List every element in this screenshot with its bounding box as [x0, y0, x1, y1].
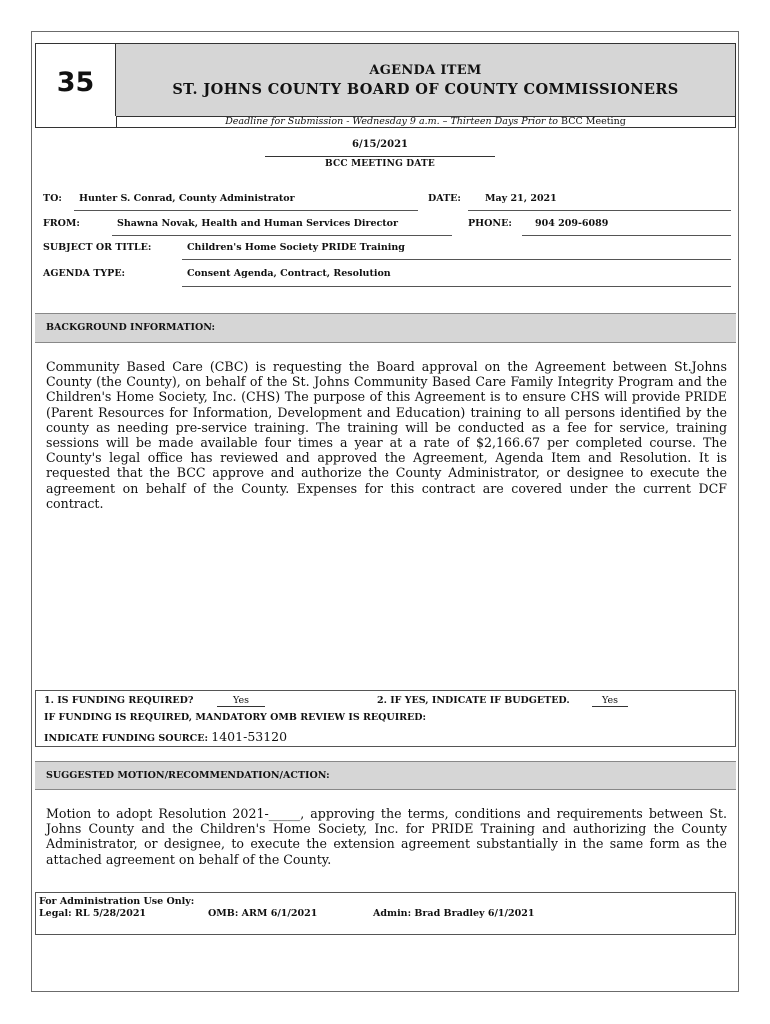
date-underline — [468, 210, 731, 211]
admin-signoff: Admin: Brad Bradley 6/1/2021 — [373, 908, 535, 919]
admin-box — [35, 892, 736, 935]
funding-box — [35, 690, 736, 747]
agenda-type-label: AGENDA TYPE: — [43, 268, 126, 279]
item-number-spacer — [36, 116, 117, 128]
funding-omb-note: IF FUNDING IS REQUIRED, MANDATORY OMB REVIEW IS REQUIRED: — [44, 712, 427, 723]
funding-q2-value: Yes — [592, 695, 628, 707]
item-number: 35 — [36, 44, 116, 116]
funding-source-label: INDICATE FUNDING SOURCE: — [44, 733, 208, 744]
funding-q2-answer — [592, 695, 628, 707]
header-title-line1: AGENDA ITEM — [369, 63, 482, 78]
to-underline — [74, 210, 418, 211]
funding-source-value: 1401-53120 — [211, 729, 288, 744]
meeting-date-rule — [265, 156, 495, 157]
meeting-date-label: BCC MEETING DATE — [325, 159, 435, 169]
agenda-type-value: Consent Agenda, Contract, Resolution — [187, 268, 391, 279]
date-label: DATE: — [428, 193, 461, 204]
funding-q2-label: 2. IF YES, INDICATE IF BUDGETED. — [377, 695, 570, 706]
subject-underline — [182, 259, 731, 260]
from-underline — [112, 235, 452, 236]
date-value: May 21, 2021 — [485, 193, 557, 204]
agenda-type-underline — [182, 286, 731, 287]
deadline-suffix: BCC Meeting — [561, 116, 626, 127]
admin-legal: Legal: RL 5/28/2021 — [39, 908, 147, 919]
header-title-line2: ST. JOHNS COUNTY BOARD OF COUNTY COMMISSIONERS — [172, 81, 679, 98]
phone-value: 904 209-6089 — [535, 218, 609, 229]
funding-q1-label: 1. IS FUNDING REQUIRED? — [44, 695, 194, 706]
background-text: Community Based Care (CBC) is requesting the Board approval on the Agreement between St.Johns County (the County), on behalf of the St. Johns Community Based Care Family Integrity Program and the Children's Home Society, Inc. (CHS) The purpose of this Agreement is to ensure CHS will provide PRIDE (Parent Resources for Information, Development and Education) training to all persons identified by the county as needing pre-service training. The training will be conducted as a fee for service, training sessions will be made available four times a year at a rate of $2,166.67 per completed course. The County's legal office has reviewed and approved the Agreement, Agenda Item and Resolution. It is requested that the BCC approve and authorize the County Administrator, or designee to execute the agreement on behalf of the County. Expenses for this contract are covered under the current DCF contract. — [46, 359, 727, 511]
header-title-block — [116, 44, 735, 117]
subject-value: Children's Home Society PRIDE Training — [187, 242, 405, 253]
meeting-date: 6/15/2021 — [351, 139, 408, 150]
to-value: Hunter S. Conrad, County Administrator — [79, 193, 295, 204]
to-label: TO: — [43, 193, 62, 204]
background-heading: BACKGROUND INFORMATION: — [35, 313, 736, 343]
funding-q1-value: Yes — [217, 695, 265, 707]
phone-label: PHONE: — [468, 218, 512, 229]
phone-underline — [522, 235, 731, 236]
funding-source-row — [44, 729, 287, 744]
motion-text: Motion to adopt Resolution 2021-_____, approving the terms, conditions and requirements between St. Johns County and the Children's Home Society, Inc. for PRIDE Training and authorizing the County Administrator, or designee, to execute the extension agreement substantially in the same form as the attached agreement on behalf of the County. — [46, 806, 727, 867]
funding-q1-answer — [217, 695, 265, 707]
from-label: FROM: — [43, 218, 80, 229]
admin-omb: OMB: ARM 6/1/2021 — [208, 908, 318, 919]
from-value: Shawna Novak, Health and Human Services Director — [117, 218, 399, 229]
admin-heading: For Administration Use Only: — [39, 896, 195, 907]
subject-label: SUBJECT OR TITLE: — [43, 242, 152, 253]
deadline-note — [116, 116, 735, 128]
header-box — [35, 43, 736, 128]
motion-heading: SUGGESTED MOTION/RECOMMENDATION/ACTION: — [35, 761, 736, 790]
agenda-item-page — [31, 31, 739, 992]
deadline-text: Deadline for Submission - Wednesday 9 a.m. – Thirteen Days Prior to — [225, 116, 559, 127]
